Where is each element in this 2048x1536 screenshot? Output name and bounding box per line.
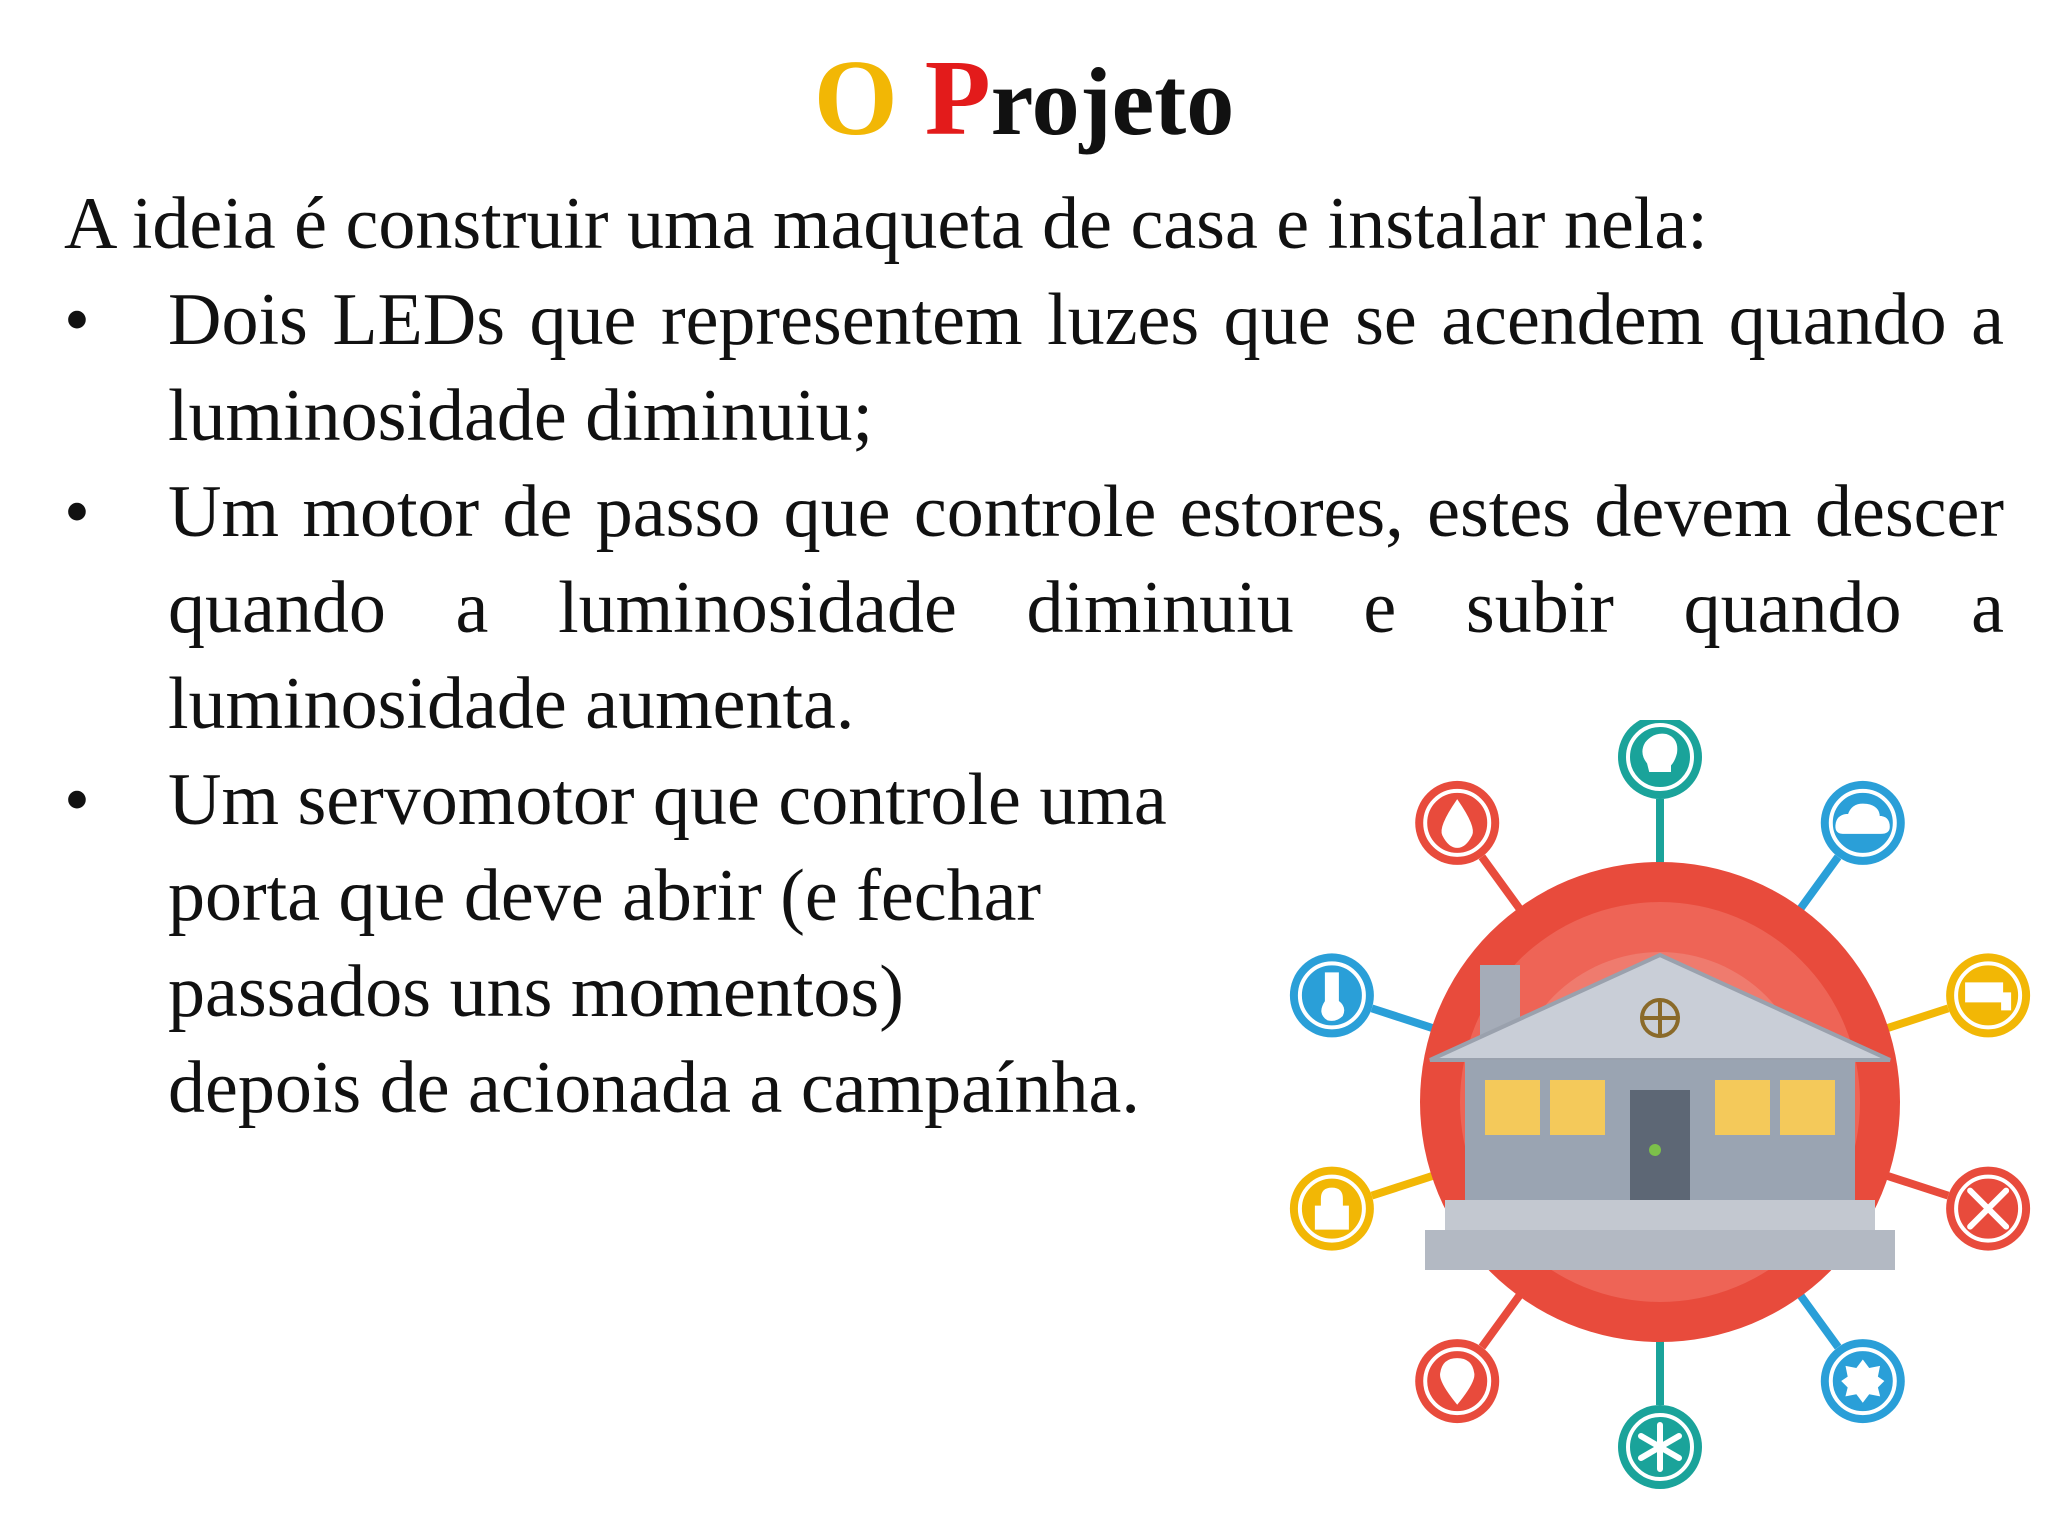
connector-line [1372, 1176, 1434, 1196]
water-drop-icon [1415, 781, 1499, 865]
bullet-line: porta que deve abrir (e fechar [168, 855, 1042, 937]
bullet-item [64, 272, 2004, 464]
connector-line [1886, 1008, 1948, 1028]
thermometer-icon [1290, 953, 1374, 1037]
lightbulb-icon [1618, 720, 1702, 799]
bullet-marker: • [64, 279, 90, 361]
location-pin-icon [1415, 1339, 1499, 1423]
tools-icon [1946, 1167, 2030, 1251]
bullet-marker: • [64, 759, 90, 841]
title-rest: rojeto [990, 48, 1235, 155]
bullet-line: passados uns momentos) [168, 951, 904, 1033]
snowflake-icon [1618, 1405, 1702, 1489]
smart-home-illustration [1260, 720, 2040, 1520]
intro-text: A ideia é construir uma maqueta de casa e instalar nela: [64, 183, 1708, 265]
bullet-text: Um motor de passo que controle estores, estes devem descer quando a luminosidade diminuiu e subir quando a luminosidade aumenta. [168, 471, 2004, 745]
bullet-line: depois de acionada a campaínha. [168, 1047, 1140, 1129]
connector-line [1886, 1176, 1948, 1196]
title-letter-o: O [813, 39, 898, 158]
gear-icon [1821, 1339, 1905, 1423]
bullet-marker: • [64, 471, 90, 553]
connector-line [1372, 1008, 1434, 1028]
title-letter-p: P [924, 39, 991, 158]
bullet-item [64, 464, 2004, 752]
connector-line [1800, 1295, 1838, 1348]
cloud-icon [1821, 781, 1905, 865]
lock-icon [1290, 1167, 1374, 1251]
faucet-icon [1946, 953, 2030, 1037]
bullet-line: Um servomotor que controle uma [168, 759, 1167, 841]
bullet-item [64, 752, 1268, 1136]
page-title [0, 40, 2048, 159]
bullet-text [168, 752, 1268, 1136]
connector-line [1482, 1295, 1520, 1348]
connector-line [1482, 857, 1520, 910]
bullet-text: Dois LEDs que representem luzes que se acendem quando a luminosidade diminuiu; [168, 279, 2004, 457]
connector-line [1800, 857, 1838, 910]
